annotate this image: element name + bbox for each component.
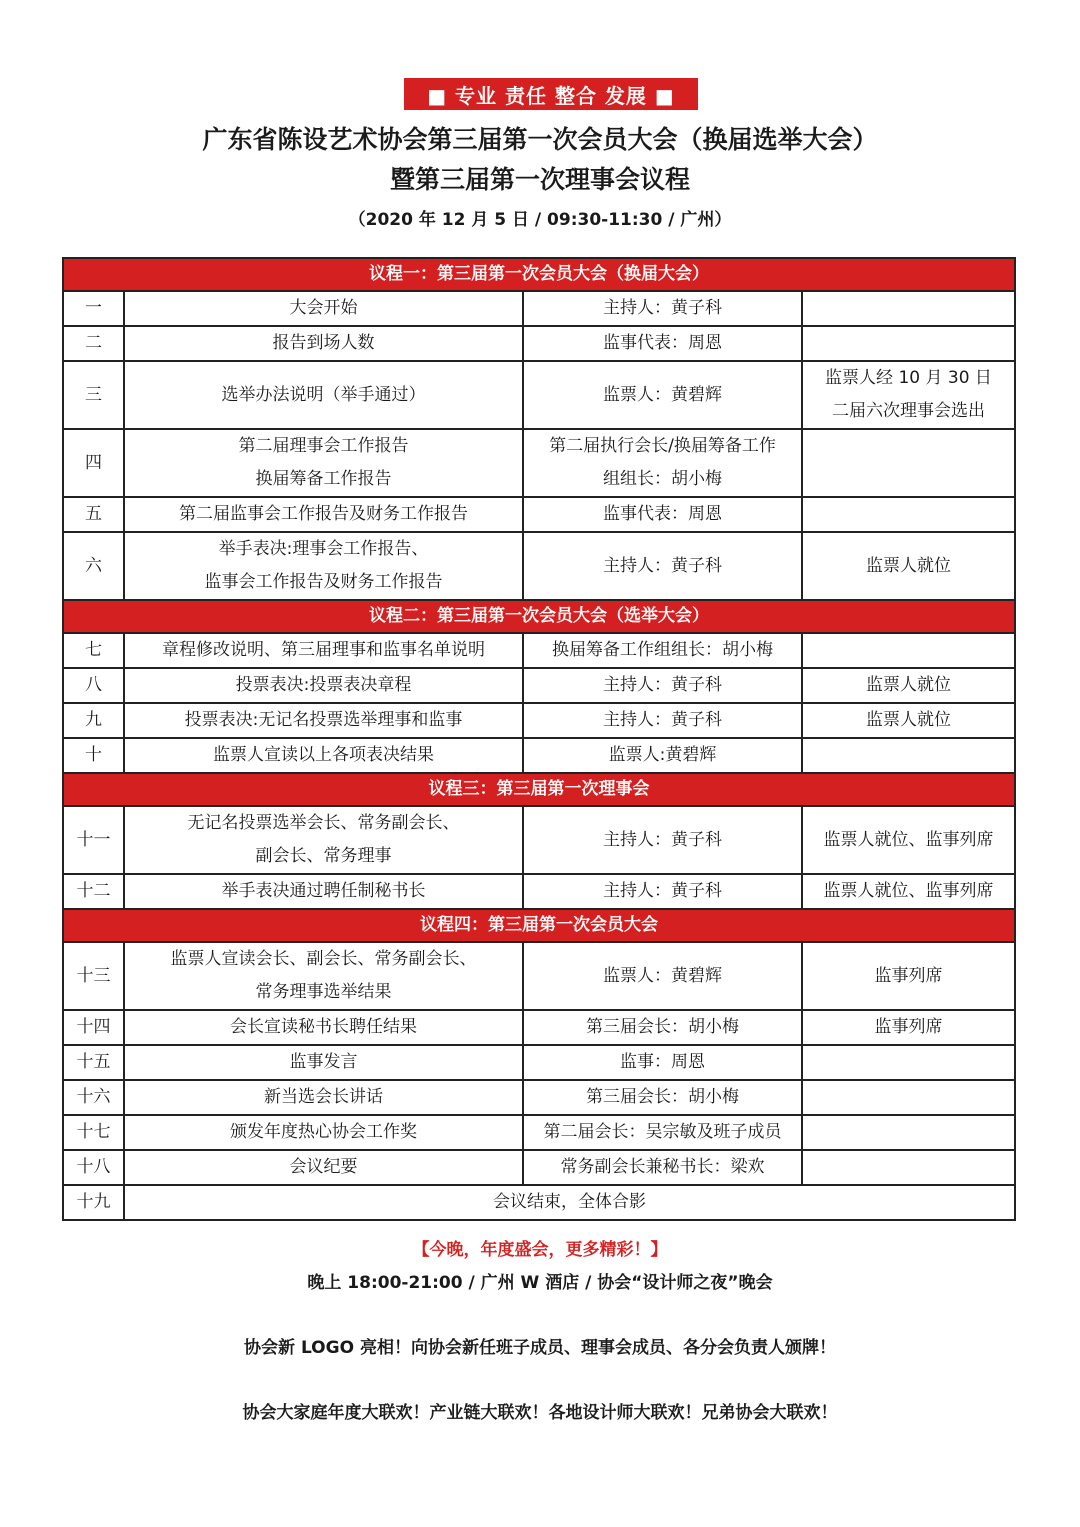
agenda-item [124,1045,523,1080]
agenda-item-line: 第二届理事会工作报告 [238,436,409,456]
closing-item: 会议结束，全体合影 [124,1185,1015,1220]
celebration-line: 协会大家庭年度大联欢！产业链大联欢！各地设计师大联欢！兄弟协会大联欢！ [242,1403,838,1423]
agenda-item-line: 监事发言 [289,1052,358,1072]
remark [802,703,1015,738]
remark [802,633,1015,668]
agenda-item-line: 投票表决:投票表决章程 [235,675,412,695]
remark [802,291,1015,326]
remark [802,806,1015,874]
remark [802,1010,1015,1045]
responsible-person-line: 第二届执行会长/换届筹备工作 [549,436,776,456]
agenda-item [124,668,523,703]
responsible-person-line: 换届筹备工作组组长：胡小梅 [552,640,773,660]
remark-line: 监票人就位、监事列席 [823,881,994,901]
agenda-item-line: 常务理事选举结果 [255,982,392,1002]
responsible-person-line: 主持人：黄子科 [603,829,722,850]
agenda-item-line: 选举办法说明（举手通过） [221,384,426,405]
agenda-item-line: 监票人宣读会长、副会长、常务副会长、 [170,949,477,969]
section-header-row [63,258,1015,291]
agenda-item-line: 监票人宣读以上各项表决结果 [213,745,434,765]
section-header-row [63,773,1015,806]
row-number: 十六 [63,1080,124,1115]
remark [802,738,1015,773]
table-row [63,1115,1015,1150]
logo-announcement: 协会新 LOGO 亮相！向协会新任班子成员、理事会成员、各分会负责人颁牌！ [244,1338,836,1358]
remark-line: 监事列席 [874,1017,943,1037]
remark [802,361,1015,429]
remark-line: 监事列席 [874,965,943,986]
row-number: 七 [63,633,124,668]
responsible-person [523,1150,802,1185]
agenda-item [124,429,523,497]
page-title: 广东省陈设艺术协会第三届第一次会员大会（换届选举大会） [202,125,878,154]
remark [802,874,1015,909]
agenda-item-line: 副会长、常务理事 [255,846,392,866]
table-row [63,874,1015,909]
responsible-person-line: 主持人：黄子科 [603,881,722,901]
agenda-item-line: 举手表决通过聘任制秘书长 [221,881,426,901]
row-number: 十一 [63,806,124,874]
row-number: 十三 [63,942,124,1010]
section-title: 议程四：第三届第一次会员大会 [63,909,1015,942]
remark-line: 监票人就位 [866,710,951,730]
agenda-item-line: 新当选会长讲话 [264,1087,383,1107]
table-row [63,1150,1015,1185]
responsible-person [523,1080,802,1115]
responsible-person-line: 监票人：黄碧辉 [603,965,722,986]
date-time-location: （2020 年 12 月 5 日 / 09:30-11:30 / 广州） [348,210,732,230]
table-row [63,429,1015,497]
responsible-person [523,497,802,532]
agenda-item-line: 大会开始 [289,298,358,318]
section-title: 议程二：第三届第一次会员大会（选举大会） [63,600,1015,633]
agenda-item [124,874,523,909]
responsible-person-line: 第三届会长：胡小梅 [586,1017,739,1037]
agenda-item [124,291,523,326]
responsible-person [523,361,802,429]
responsible-person [523,633,802,668]
section-header-row [63,909,1015,942]
slogan-banner: ■ 专业 责任 整合 发展 ■ [404,78,698,110]
row-number: 六 [63,532,124,600]
responsible-person [523,1115,802,1150]
agenda-item-line: 报告到场人数 [272,333,375,353]
row-number: 十八 [63,1150,124,1185]
remark [802,1150,1015,1185]
remark-line: 监票人经 10 月 30 日 [825,368,992,388]
evening-event-heading: 【今晚，年度盛会，更多精彩！】 [412,1240,668,1260]
responsible-person [523,806,802,874]
agenda-item [124,532,523,600]
responsible-person [523,429,802,497]
remark [802,1045,1015,1080]
table-row [63,1010,1015,1045]
responsible-person [523,532,802,600]
agenda-item [124,942,523,1010]
row-number: 十九 [63,1185,124,1220]
remark-line: 二届六次理事会选出 [832,401,985,421]
table-row [63,361,1015,429]
section-title: 议程一：第三届第一次会员大会（换届大会） [63,258,1015,291]
responsible-person [523,874,802,909]
table-row [63,668,1015,703]
remark [802,1080,1015,1115]
agenda-item [124,1010,523,1045]
table-row [63,497,1015,532]
agenda-item-line: 章程修改说明、第三届理事和监事名单说明 [162,640,485,660]
responsible-person-line: 第二届会长：吴宗敏及班子成员 [543,1122,782,1142]
agenda-item-line: 投票表决:无记名投票选举理事和监事 [184,710,463,730]
remark-line: 监票人就位 [866,555,951,576]
agenda-item [124,1080,523,1115]
agenda-item-line: 举手表决:理事会工作报告、 [218,539,429,559]
evening-event-details: 晚上 18:00-21:00 / 广州 W 酒店 / 协会“设计师之夜”晚会 [307,1273,773,1293]
row-number: 二 [63,326,124,361]
row-number: 九 [63,703,124,738]
responsible-person-line: 监票人:黄碧辉 [608,745,717,765]
row-number: 十七 [63,1115,124,1150]
table-row [63,1080,1015,1115]
responsible-person [523,326,802,361]
row-number: 一 [63,291,124,326]
agenda-item-line: 监事会工作报告及财务工作报告 [204,572,443,592]
responsible-person-line: 组组长：胡小梅 [603,469,722,489]
section-title: 议程三：第三届第一次理事会 [63,773,1015,806]
agenda-item [124,633,523,668]
table-row [63,1045,1015,1080]
remark-line: 监票人就位 [866,675,951,695]
table-row [63,1185,1015,1220]
agenda-item [124,326,523,361]
row-number: 三 [63,361,124,429]
table-row [63,942,1015,1010]
responsible-person-line: 常务副会长兼秘书长：梁欢 [560,1157,765,1177]
agenda-item-line: 换届筹备工作报告 [255,469,392,489]
row-number: 十二 [63,874,124,909]
responsible-person [523,942,802,1010]
responsible-person [523,703,802,738]
remark [802,942,1015,1010]
section-header-row [63,600,1015,633]
agenda-item-line: 无记名投票选举会长、常务副会长、 [187,813,460,833]
agenda-item-line: 会长宣读秘书长聘任结果 [230,1017,417,1037]
agenda-table [62,257,1016,1221]
table-row [63,703,1015,738]
responsible-person-line: 监事：周恩 [620,1052,705,1072]
responsible-person [523,1010,802,1045]
agenda-item [124,703,523,738]
responsible-person-line: 监事代表：周恩 [603,333,722,353]
remark [802,429,1015,497]
table-row [63,633,1015,668]
responsible-person-line: 主持人：黄子科 [603,298,722,318]
responsible-person [523,668,802,703]
responsible-person-line: 第三届会长：胡小梅 [586,1087,739,1107]
table-row [63,532,1015,600]
remark [802,497,1015,532]
table-row [63,326,1015,361]
agenda-item-line: 会议纪要 [289,1157,358,1177]
agenda-item [124,806,523,874]
responsible-person-line: 主持人：黄子科 [603,710,722,730]
row-number: 五 [63,497,124,532]
responsible-person [523,738,802,773]
responsible-person [523,1045,802,1080]
row-number: 十四 [63,1010,124,1045]
remark [802,532,1015,600]
remark-line: 监票人就位、监事列席 [823,829,994,850]
agenda-item [124,1150,523,1185]
agenda-item [124,497,523,532]
remark [802,668,1015,703]
remark [802,326,1015,361]
table-row [63,291,1015,326]
agenda-item [124,361,523,429]
agenda-item [124,738,523,773]
row-number: 十 [63,738,124,773]
agenda-item [124,1115,523,1150]
responsible-person-line: 主持人：黄子科 [603,555,722,576]
responsible-person [523,291,802,326]
agenda-item-line: 第二届监事会工作报告及财务工作报告 [179,504,468,524]
responsible-person-line: 主持人：黄子科 [603,675,722,695]
responsible-person-line: 监事代表：周恩 [603,504,722,524]
row-number: 四 [63,429,124,497]
row-number: 十五 [63,1045,124,1080]
agenda-item-line: 颁发年度热心协会工作奖 [230,1122,417,1142]
remark [802,1115,1015,1150]
page-title-line2: 暨第三届第一次理事会议程 [389,165,690,194]
table-row [63,806,1015,874]
responsible-person-line: 监票人：黄碧辉 [603,384,722,405]
table-row [63,738,1015,773]
row-number: 八 [63,668,124,703]
